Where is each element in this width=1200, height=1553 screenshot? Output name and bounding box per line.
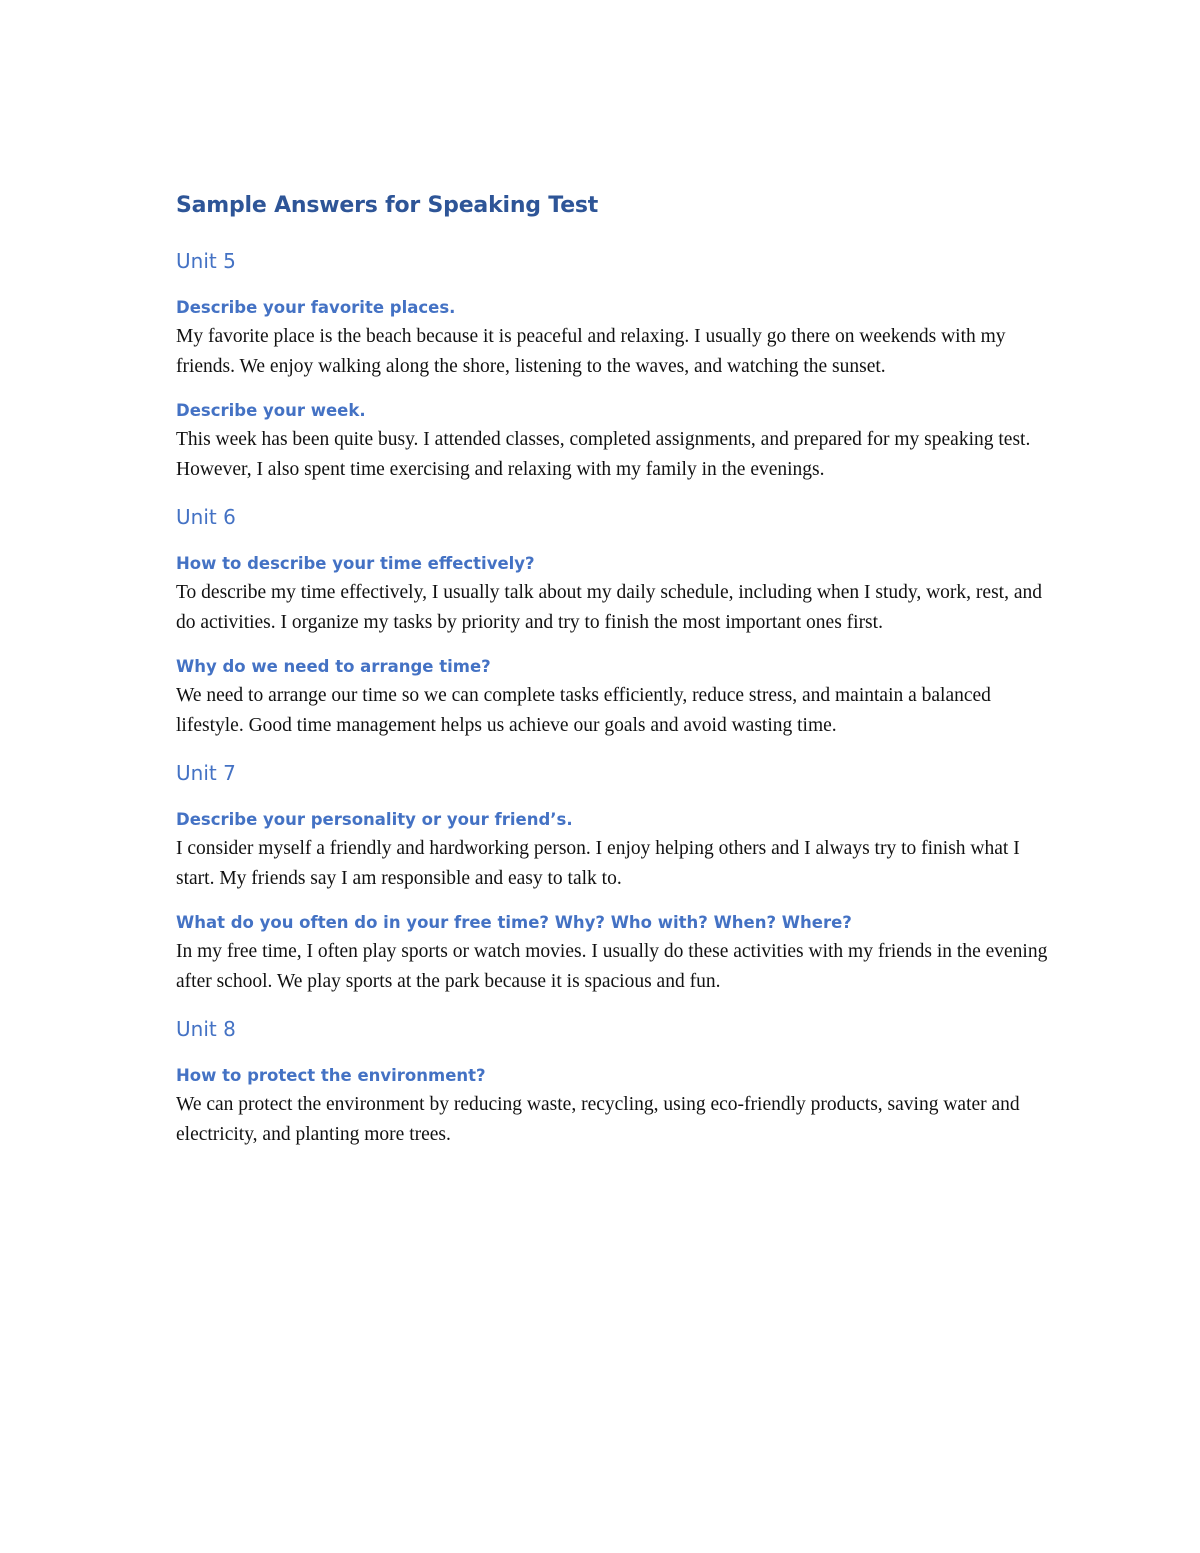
answer-paragraph: We can protect the environment by reducing waste, recycling, using eco-friendly products, saving water and electricity, and planting more trees. <box>176 1094 1020 1145</box>
question-heading: Describe your week. <box>176 401 366 420</box>
qa-item <box>176 399 1056 484</box>
unit-8-section <box>176 1014 1056 1149</box>
question-heading: What do you often do in your free time? Why? Who with? When? Where? <box>176 913 852 932</box>
question-heading: Why do we need to arrange time? <box>176 657 491 676</box>
question-heading: How to describe your time effectively? <box>176 554 535 573</box>
unit-7-section <box>176 758 1056 996</box>
unit-6-section <box>176 502 1056 740</box>
question-heading: How to protect the environment? <box>176 1066 486 1085</box>
question-heading: Describe your favorite places. <box>176 298 456 317</box>
qa-item <box>176 296 1056 381</box>
answer-paragraph: This week has been quite busy. I attended classes, completed assignments, and prepared for my speaking test. However, I also spent time exercising and relaxing with my family in the evenings. <box>176 429 1031 480</box>
unit-heading: Unit 6 <box>176 505 236 529</box>
qa-item <box>176 808 1056 893</box>
question-heading: Describe your personality or your friend’s. <box>176 810 573 829</box>
answer-paragraph: To describe my time effectively, I usually talk about my daily schedule, including when I study, work, rest, and do activities. I organize my tasks by priority and try to finish the most important ones first. <box>176 582 1042 633</box>
answer-paragraph: My favorite place is the beach because it is peaceful and relaxing. I usually go there on weekends with my friends. We enjoy walking along the shore, listening to the waves, and watching the sunset. <box>176 326 1006 377</box>
qa-item <box>176 655 1056 740</box>
document-page <box>176 190 1056 1155</box>
document-title: Sample Answers for Speaking Test <box>176 193 599 218</box>
unit-heading: Unit 7 <box>176 761 236 785</box>
answer-paragraph: In my free time, I often play sports or watch movies. I usually do these activities with my friends in the evening after school. We play sports at the park because it is spacious and fun. <box>176 941 1048 992</box>
answer-paragraph: I consider myself a friendly and hardworking person. I enjoy helping others and I always try to finish what I start. My friends say I am responsible and easy to talk to. <box>176 838 1020 889</box>
unit-5-section <box>176 246 1056 484</box>
unit-heading: Unit 5 <box>176 249 236 273</box>
qa-item <box>176 552 1056 637</box>
unit-heading: Unit 8 <box>176 1017 236 1041</box>
answer-paragraph: We need to arrange our time so we can complete tasks efficiently, reduce stress, and maintain a balanced lifestyle. Good time management helps us achieve our goals and avoid wasting time. <box>176 685 991 736</box>
qa-item <box>176 911 1056 996</box>
qa-item <box>176 1064 1056 1149</box>
